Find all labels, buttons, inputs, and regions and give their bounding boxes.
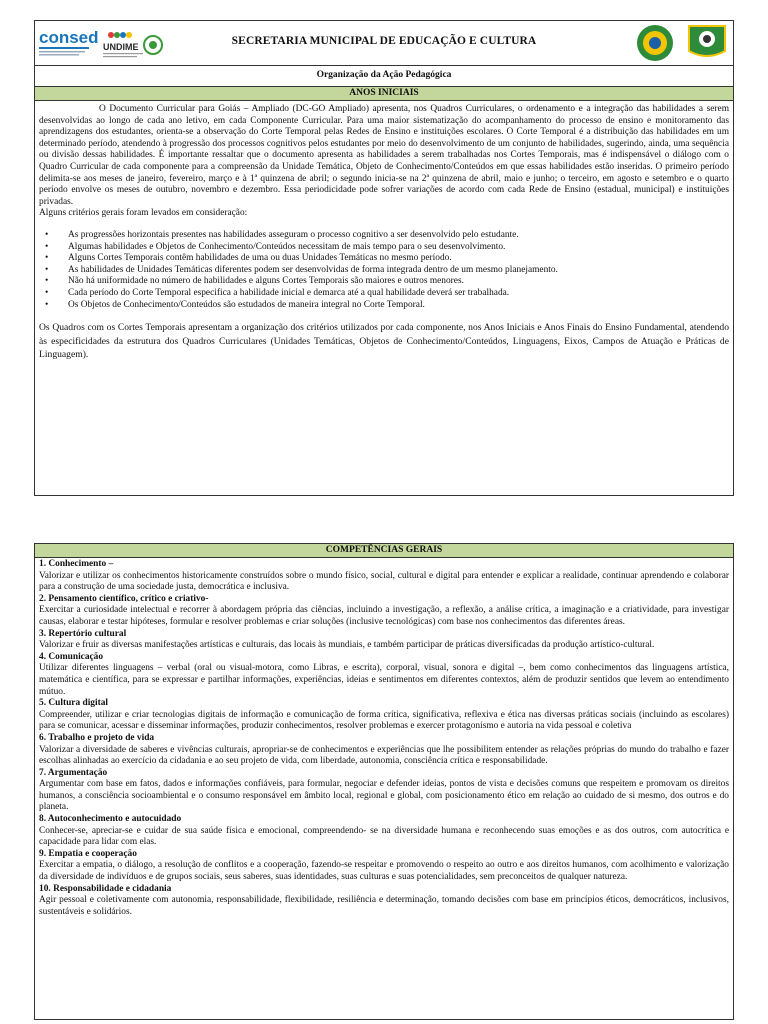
criteria-list [39, 230, 729, 311]
list-item: • As habilidades de Unidades Temáticas diferentes podem ser desenvolvidas de forma integrada dentro de um mesmo planejamento. [68, 265, 729, 277]
competencia-description: Valorizar e fruir as diversas manifestações artísticas e culturais, das locais às mundiais, e também participar de práticas diversificadas da produção artístico-cultural. [39, 640, 655, 651]
competencia-title: 8. Autoconhecimento e autocuidado [39, 814, 182, 825]
competencia-description: Utilizar diferentes linguagens – verbal (oral ou visual-motora, como Libras, e escrita), corporal, visual, sonora e digital –, bem como conhecimentos das linguagens artística, matemática e científica, para se expressar e partilhar informações, experiências, ideias e sentimentos em diferentes contextos, além de produzir sentidos que levem ao entendimento mútuo. [39, 663, 729, 697]
list-item: • Não há uniformidade no número de habilidades e alguns Cortes Temporais são maiores e outros menores. [68, 276, 729, 288]
criteria-lead: Alguns critérios gerais foram levados em consideração: [39, 208, 248, 219]
intro-section [34, 20, 734, 496]
intro-text [35, 101, 733, 362]
competencia-description: Argumentar com base em fatos, dados e informações confiáveis, para formular, negociar e defender ideias, pontos de vista e decisões comuns que respeitem e promovam os direitos humanos, a consciência socioambiental e o consumo responsável em âmbito local, regional e global, com posicionamento ético em relação ao cuidado de si mesmo, dos outros e do planeta. [39, 779, 729, 813]
subtitle-row: Organização da Ação Pedagógica [35, 66, 733, 87]
list-item: • Alguns Cortes Temporais contêm habilidades de uma ou duas Unidades Temáticas no mesmo período. [68, 253, 729, 265]
list-item [39, 652, 729, 698]
list-item [39, 698, 729, 733]
competencia-description: Valorizar e utilizar os conhecimentos historicamente construídos sobre o mundo físico, social, cultural e digital para entender e explicar a realidade, continuar aprendendo e colaborar para a construção de uma sociedade justa, democrática e inclusiva. [39, 570, 729, 593]
consed-logo-text: consed [39, 28, 99, 47]
list-item [39, 814, 729, 849]
competencias-section [34, 543, 734, 1020]
competencia-title: 1. Conhecimento – [39, 559, 114, 569]
competencias-list [35, 558, 733, 918]
list-item [39, 884, 729, 919]
list-item: • Os Objetos de Conhecimento/Conteúdos são estudados de maneira integral no Corte Temporal. [68, 300, 729, 312]
list-item: • Cada período do Corte Temporal especifica a habilidade inicial e demarca até a qual habilidade deverá ser trabalhada. [68, 288, 729, 300]
competencia-title: 4. Comunicação [39, 651, 104, 662]
list-item [39, 594, 729, 629]
intro-paragraph: O Documento Curricular para Goiás – Ampliado (DC-GO Ampliado) apresenta, nos Quadros Curriculares, o ordenamento e a integração das habilidades a serem desenvolvidas ao longo de cada ano letivo, em cada Componente Curricular. Para uma maior sistematização do acompanhamento do processo de ensino e monitoramento das aprendizagens dos estudantes, orienta-se a observação do Corte Temporal pelas Redes de Ensino e instituições escolares. O Corte Temporal é a distribuição das habilidades em um determinado período, atendendo à progressão dos processos cognitivos pelos estudantes por meio do desenvolvimento de um conjunto de habilidades, sugerindo, ainda, uma sequência ou divisão dessas habilidades. É importante ressaltar que o documento apresenta as habilidades a serem trabalhadas nos Cortes Temporais, mas é indispensável o diálogo com o Quadro Curricular de cada componente para a compreensão da Unidade Temática, Objeto de Conhecimento/Conteúdos em que essas habilidades estão inseridas. O primeiro período delimita-se aos meses de janeiro, fevereiro, março e à 1ª quinzena de abril; o segundo inicia-se na 2ª quinzena de abril, maio e junho; o terceiro, em agosto e setembro e o quarto período envolve os meses de outubro, novembro e dezembro. Essa periodicidade pode sofrer variações de acordo com cada Rede de Ensino (estadual, municipal) e instituições privadas. [39, 104, 729, 207]
competencia-title: 3. Repertório cultural [39, 628, 127, 639]
list-item [39, 768, 729, 814]
competencia-title: 2. Pensamento científico, crítico e criativo- [39, 593, 209, 604]
competencias-heading: COMPETÊNCIAS GERAIS [35, 544, 733, 558]
list-item [39, 733, 729, 768]
list-item [39, 629, 729, 652]
competencia-title: 10. Responsabilidade e cidadania [39, 883, 172, 894]
page-title: SECRETARIA MUNICIPAL DE EDUCAÇÃO E CULTURA [231, 35, 537, 47]
list-item: • As progressões horizontais presentes nas habilidades asseguram o processo cognitivo a ser desenvolvido pelo estudante. [68, 230, 729, 242]
competencia-title: 7. Argumentação [39, 767, 108, 778]
competencia-title: 5. Cultura digital [39, 698, 109, 709]
list-item [39, 849, 729, 884]
list-item: • Algumas habilidades e Objetos de Conhecimento/Conteúdos necessitam de mais tempo para o seu desenvolvimento. [68, 242, 729, 254]
competencia-description: Exercitar a empatia, o diálogo, a resolução de conflitos e a cooperação, fazendo-se respeitar e promovendo o respeito ao outro e aos direitos humanos, com acolhimento e valorização da diversidade de indivíduos e de grupos sociais, seus saberes, suas identidades, suas culturas e suas potencialidades, sem preconceitos de qualquer natureza. [39, 860, 729, 883]
document-header [35, 21, 733, 66]
competencia-description: Agir pessoal e coletivamente com autonomia, responsabilidade, flexibilidade, resiliência e determinação, tomando decisões com base em princípios éticos, democráticos, inclusivos, sustentáveis e solidários. [39, 895, 729, 917]
competencia-title: 6. Trabalho e projeto de vida [39, 732, 155, 743]
competencia-description: Conhecer-se, apreciar-se e cuidar de sua saúde física e emocional, compreendendo- se na diversidade humana e reconhecendo suas emoções e as dos outros, com autocrítica e capacidade para lidar com elas. [39, 825, 729, 848]
undime-logo-text: UNDIME [103, 42, 139, 52]
municipal-badges [633, 23, 729, 63]
competencia-description: Exercitar a curiosidade intelectual e recorrer à abordagem própria das ciências, incluindo a investigação, a reflexão, a análise crítica, a imaginação e a criatividade, para investigar causas, elaborar e testar hipóteses, formular e resolver problemas e criar soluções (inclusive tecnológicas) com base nos conhecimentos das diferentes áreas. [39, 605, 729, 627]
competencia-title: 9. Empatia e cooperação [39, 848, 137, 859]
competencia-description: Valorizar a diversidade de saberes e vivências culturais, apropriar-se de conhecimentos e experiências que lhe possibilitem entender as relações próprias do mundo do trabalho e fazer escolhas alinhadas ao exercício da cidadania e ao seu projeto de vida, com liberdade, autonomia, consciência crítica e responsabilidade. [39, 744, 729, 767]
competencia-description: Compreender, utilizar e criar tecnologias digitais de informação e comunicação de forma crítica, significativa, reflexiva e ética nas diversas práticas sociais (incluindo as escolares) para se comunicar, acessar e disseminar informações, produzir conhecimentos, resolver problemas e exercer protagonismo e autoria na vida pessoal e coletiva [39, 709, 729, 732]
list-item [39, 559, 729, 594]
section-heading: ANOS INICIAIS [35, 87, 733, 101]
closing-paragraph: Os Quadros com os Cortes Temporais apresentam a organização dos critérios utilizados por cada componente, nos Anos Iniciais e Anos Finais do Ensino Fundamental, atendendo às especificidades da estrutura dos Quadros Curriculares (Unidades Temáticas, Objetos de Conhecimento/Conteúdos, Linguagens, Eixos, Campos de Atuação e Práticas de Linguagem). [39, 322, 729, 361]
